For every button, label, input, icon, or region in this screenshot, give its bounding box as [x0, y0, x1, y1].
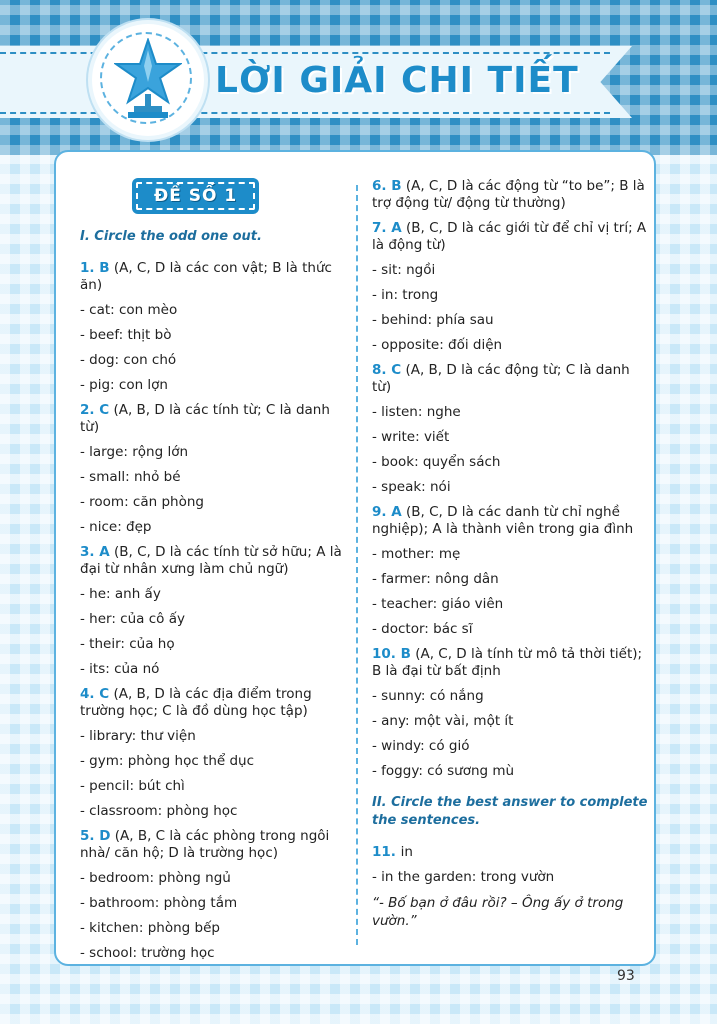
answer-item [80, 686, 345, 720]
question-number: 1. [80, 260, 100, 276]
vocab-line: - dog: con chó [80, 352, 177, 368]
vocab-line: - small: nhỏ bé [80, 469, 181, 485]
answer-explanation: in [400, 844, 413, 860]
vocab-line: - pig: con lợn [80, 377, 168, 393]
vocab-line: - in the garden: trong vườn [372, 869, 555, 885]
vocab-line: - room: căn phòng [80, 494, 204, 510]
answer-letter: C [391, 362, 402, 378]
right-answer-list [372, 178, 652, 780]
vocab-line: - school: trường học [80, 945, 215, 961]
question-number: 10. [372, 646, 401, 662]
exam-tag: ĐỀ SỐ 1 [132, 178, 259, 214]
answer-explanation: (A, B, D là các tính từ; C là danh từ) [80, 402, 330, 435]
answer-explanation: (B, C, D là các danh từ chỉ nghề nghiệp); A là thành viên trong gia đình [372, 504, 634, 537]
question-number: 8. [372, 362, 392, 378]
answer-letter: B [391, 178, 402, 194]
vocab-line: - kitchen: phòng bếp [80, 920, 220, 936]
vocab-line: - sunny: có nắng [372, 688, 484, 704]
vocab-line: - farmer: nông dân [372, 571, 499, 587]
section-heading-1: I. Circle the odd one out. [80, 229, 262, 244]
vocab-line: - gym: phòng học thể dục [80, 753, 255, 769]
answer-explanation: (A, B, D là các địa điểm trong trường học; C là đồ dùng học tập) [80, 686, 312, 719]
page-number: 93 [617, 968, 635, 984]
vocab-line: - beef: thịt bò [80, 327, 172, 343]
answer-item [372, 220, 652, 254]
answer-item [372, 646, 652, 680]
page-title: LỜI GIẢI CHI TIẾT [215, 60, 579, 101]
answer-letter: A [99, 544, 110, 560]
vocab-line: - listen: nghe [372, 404, 461, 420]
vocab-line: - opposite: đối diện [372, 337, 503, 353]
section-heading-2: II. Circle the best answer to complete the sentences. [372, 795, 648, 828]
column-divider [356, 185, 358, 945]
answer-letter: D [99, 828, 111, 844]
answer-letter: C [99, 402, 110, 418]
question-number: 9. [372, 504, 392, 520]
answer-explanation: (A, C, D là các con vật; B là thức ăn) [80, 260, 332, 293]
question-number: 11. [372, 844, 401, 860]
answer-item [80, 544, 345, 578]
vocab-line: - classroom: phòng học [80, 803, 238, 819]
vocab-line: - pencil: bút chì [80, 778, 185, 794]
vocab-line: - their: của họ [80, 636, 175, 652]
vocab-line: - behind: phía sau [372, 312, 494, 328]
question-number: 2. [80, 402, 100, 418]
vocab-line: - he: anh ấy [80, 586, 161, 602]
vocab-line: - bathroom: phòng tắm [80, 895, 238, 911]
vocab-line: - sit: ngồi [372, 262, 436, 278]
answer-explanation: (B, C, D là các giới từ để chỉ vị trí; A là động từ) [372, 220, 647, 253]
answer-letter: A [391, 220, 402, 236]
answer-item [80, 402, 345, 436]
answer-explanation: (A, B, D là các động từ; C là danh từ) [372, 362, 630, 395]
example-quote: “- Bố bạn ở đâu rồi? – Ông ấy ở trong vườn.” [372, 895, 624, 929]
vocab-line: - windy: có gió [372, 738, 470, 754]
trophy-badge [92, 24, 204, 136]
vocab-line: - its: của nó [80, 661, 160, 677]
answer-item [372, 504, 652, 538]
vocab-line: - nice: đẹp [80, 519, 152, 535]
vocab-line: - bedroom: phòng ngủ [80, 870, 231, 886]
answer-explanation: (A, B, C là các phòng trong ngôi nhà/ căn hộ; D là trường học) [80, 828, 330, 861]
vocab-line: - library: thư viện [80, 728, 196, 744]
left-answer-list [80, 260, 345, 962]
question-number: 4. [80, 686, 100, 702]
vocab-line: - mother: mẹ [372, 546, 461, 562]
vocab-line: - book: quyển sách [372, 454, 501, 470]
star-trophy-icon [114, 38, 182, 122]
vocab-line: - large: rộng lớn [80, 444, 189, 460]
answer-letter: C [99, 686, 110, 702]
question-number: 6. [372, 178, 392, 194]
vocab-line: - cat: con mèo [80, 302, 178, 318]
right-answer-list-2 [372, 844, 652, 886]
right-column [372, 178, 652, 930]
answer-letter: A [391, 504, 402, 520]
answer-letter: B [400, 646, 411, 662]
question-number: 5. [80, 828, 100, 844]
vocab-line: - foggy: có sương mù [372, 763, 515, 779]
question-number: 3. [80, 544, 100, 560]
vocab-line: - speak: nói [372, 479, 451, 495]
answer-explanation: (A, C, D là tính từ mô tả thời tiết); B là đại từ bất định [372, 646, 643, 679]
answer-letter: B [99, 260, 110, 276]
answer-item [80, 260, 345, 294]
answer-item [372, 844, 652, 861]
vocab-line: - any: một vài, một ít [372, 713, 514, 729]
answer-item [372, 362, 652, 396]
answer-item [80, 828, 345, 862]
answer-explanation: (B, C, D là các tính từ sở hữu; A là đại từ nhân xưng làm chủ ngữ) [80, 544, 342, 577]
answer-item [372, 178, 652, 212]
vocab-line: - in: trong [372, 287, 439, 303]
left-column [80, 178, 345, 970]
question-number: 7. [372, 220, 392, 236]
vocab-line: - doctor: bác sĩ [372, 621, 473, 637]
vocab-line: - teacher: giáo viên [372, 596, 504, 612]
vocab-line: - write: viết [372, 429, 450, 445]
answer-explanation: (A, C, D là các động từ “to be”; B là trợ động từ/ động từ thường) [372, 178, 645, 211]
vocab-line: - her: của cô ấy [80, 611, 185, 627]
